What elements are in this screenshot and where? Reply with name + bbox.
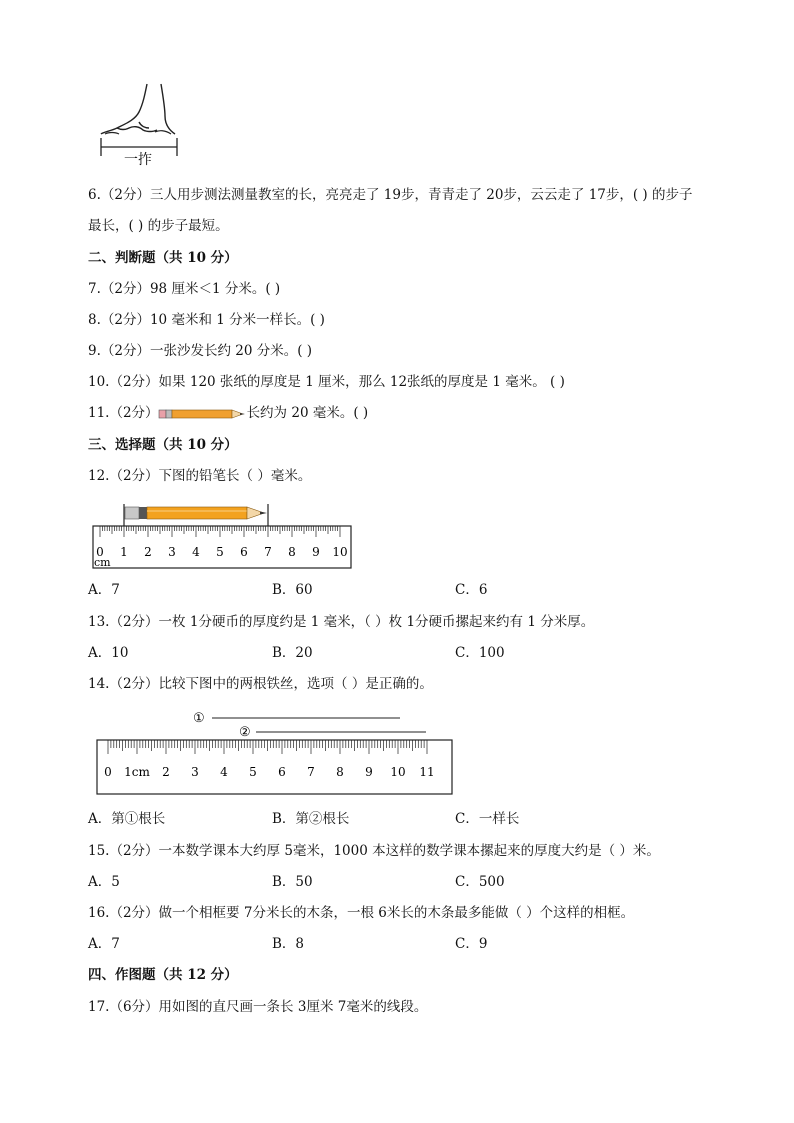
- hand-span-caption: 一拃: [124, 152, 152, 168]
- q12-ruler-figure: [92, 500, 354, 572]
- q14-option-a[interactable]: A．第①根长: [88, 811, 166, 827]
- q14-ruler-label: 5: [249, 765, 257, 779]
- question-11-suffix: 长约为 20 毫米。( ): [246, 405, 369, 421]
- q12-ruler-label: 5: [216, 545, 224, 559]
- q12-option-a[interactable]: A．7: [88, 582, 120, 598]
- wire-1-label: ①: [193, 711, 205, 726]
- question-13-stem: 13.（2分）一枚 1分硬币的厚度约是 1 毫米，（ ）枚 1分硬币摞起来约有 1 分米厚。: [88, 614, 595, 630]
- q13-option-a[interactable]: A．10: [88, 645, 129, 661]
- q12-ruler-label: 1: [120, 545, 128, 559]
- q14-ruler-label: 9: [365, 765, 373, 779]
- q12-ruler-label: 4: [192, 545, 200, 559]
- question-15-stem: 15.（2分）一本数学课本大约厚 5毫米，1000 本这样的数学课本摞起来的厚度大约是（ ）米。: [88, 843, 660, 859]
- question-17: 17.（6分）用如图的直尺画一条长 3厘米 7毫米的线段。: [88, 999, 428, 1015]
- q14-ruler-label: 4: [220, 765, 228, 779]
- q14-ruler-label: 6: [278, 765, 286, 779]
- q14-ruler-label: 2: [162, 765, 170, 779]
- q12-ruler-label: 9: [312, 545, 320, 559]
- q12-ruler-unit: cm: [94, 556, 111, 569]
- q12-ruler-label: 2: [144, 545, 152, 559]
- question-6-line1: 6.（2分）三人用步测法测量教室的长，亮亮走了 19步，青青走了 20步，云云走了 17步，( ) 的步子: [88, 187, 693, 203]
- q12-ruler-label: 7: [264, 545, 272, 559]
- wire-2-label: ②: [239, 725, 251, 740]
- question-11-prefix: 11.（2分）: [88, 405, 159, 421]
- q14-ruler-label: 3: [191, 765, 199, 779]
- q12-ruler-label: 6: [240, 545, 248, 559]
- q16-option-b[interactable]: B．8: [272, 936, 305, 952]
- q15-option-c[interactable]: C．500: [455, 874, 505, 890]
- question-9: 9.（2分）一张沙发长约 20 分米。( ): [88, 343, 313, 359]
- section-4-title: 四、作图题（共 12 分）: [88, 967, 238, 983]
- q14-ruler-label: 8: [336, 765, 344, 779]
- q16-option-c[interactable]: C．9: [455, 936, 488, 952]
- q15-option-a[interactable]: A．5: [88, 874, 120, 890]
- q12-option-c[interactable]: C．6: [455, 582, 488, 598]
- question-10: 10.（2分）如果 120 张纸的厚度是 1 厘米，那么 12张纸的厚度是 1 毫米。 ( ): [88, 374, 565, 390]
- question-8: 8.（2分）10 毫米和 1 分米一样长。( ): [88, 312, 325, 328]
- q14-ruler-label: 0: [104, 765, 112, 779]
- q12-option-b[interactable]: B．60: [272, 582, 313, 598]
- q13-option-c[interactable]: C．100: [455, 645, 505, 661]
- q12-ruler-label: 10: [332, 545, 348, 559]
- q12-ruler-label: 0: [96, 545, 104, 559]
- q14-ruler-label: 1cm: [124, 765, 150, 779]
- q14-option-b[interactable]: B．第②根长: [272, 811, 350, 827]
- section-2-title: 二、判断题（共 10 分）: [88, 250, 238, 266]
- question-12-stem: 12.（2分）下图的铅笔长（ ）毫米。: [88, 468, 312, 484]
- question-14-stem: 14.（2分）比较下图中的两根铁丝，选项（ ）是正确的。: [88, 676, 433, 692]
- q14-ruler-label: 7: [307, 765, 315, 779]
- q14-option-c[interactable]: C．一样长: [455, 811, 520, 827]
- pencil-icon: [159, 408, 247, 420]
- q12-ruler-label: 3: [168, 545, 176, 559]
- q12-ruler-label: 8: [288, 545, 296, 559]
- q16-option-a[interactable]: A．7: [88, 936, 120, 952]
- question-16-stem: 16.（2分）做一个相框要 7分米长的木条，一根 6米长的木条最多能做（ ）个这样的相框。: [88, 905, 635, 921]
- question-6-line2: 最长，( ) 的步子最短。: [88, 218, 229, 234]
- question-7: 7.（2分）98 厘米＜1 分米。( ): [88, 281, 281, 297]
- question-11: [88, 403, 368, 423]
- q15-option-b[interactable]: B．50: [272, 874, 313, 890]
- section-3-title: 三、选择题（共 10 分）: [88, 437, 238, 453]
- q14-ruler-figure: [96, 708, 456, 798]
- q14-ruler-label: 11: [419, 765, 435, 779]
- q14-ruler-label: 10: [390, 765, 406, 779]
- q13-option-b[interactable]: B．20: [272, 645, 313, 661]
